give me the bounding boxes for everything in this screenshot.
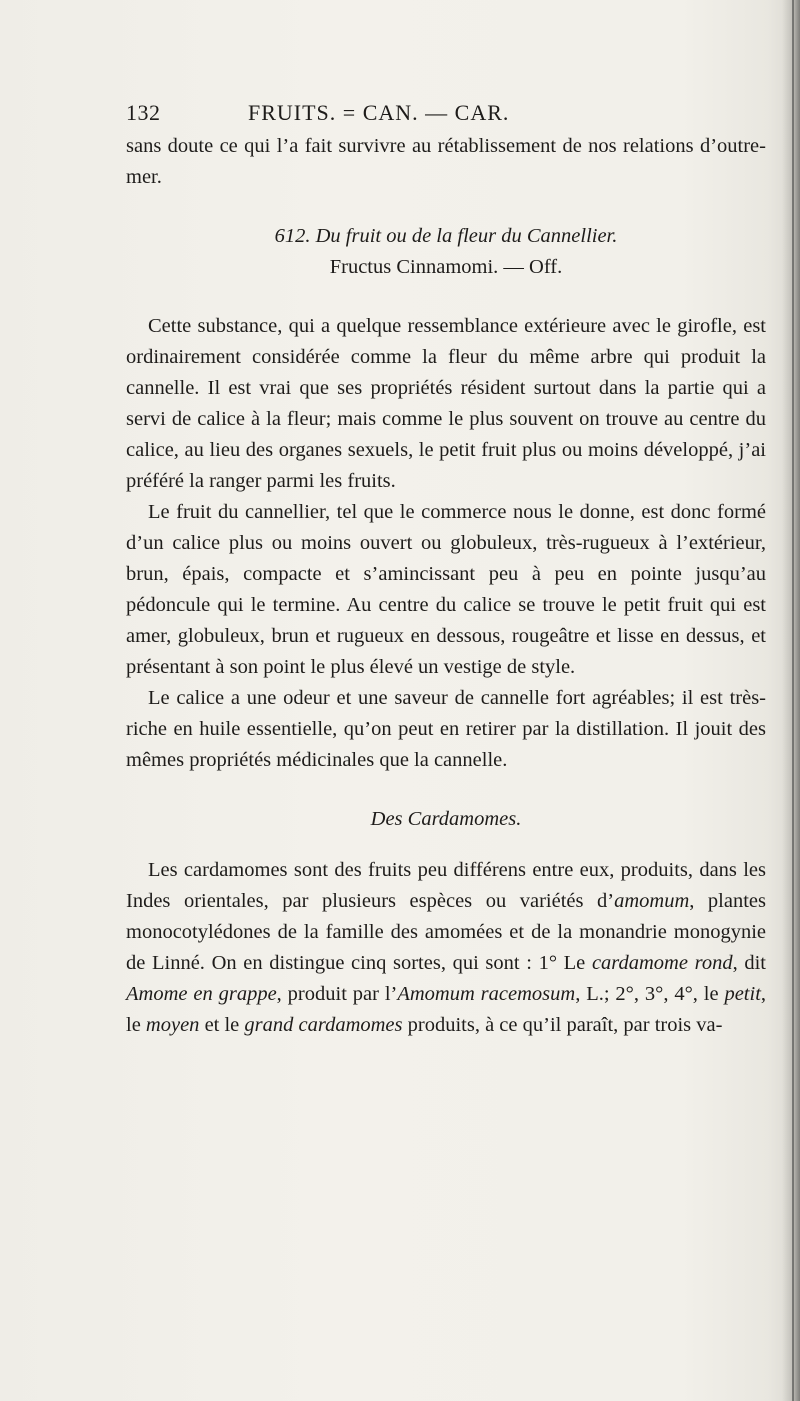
- text-run: produits, à ce qu’il paraît, par trois va-: [402, 1014, 723, 1036]
- body-paragraph: Cette substance, qui a quelque ressemblance extérieure avec le girofle, est ordinairement considérée comme la fleur du même arbre qui produit la cannelle. Il est vrai que ses propriétés résident surtout dans la partie qui a servi de calice à la fleur; mais comme le plus souvent on trouve au centre du calice, au lieu des organes sexuels, le petit fruit plus ou moins développé, j’ai préféré la ranger parmi les fruits.: [126, 315, 766, 492]
- spacer: [126, 283, 766, 311]
- running-head: FRUITS. = CAN. — CAR.: [248, 100, 510, 125]
- page-header: [126, 100, 716, 130]
- section-cardamomes-title: Des Cardamomes.: [370, 808, 522, 830]
- spacer: [126, 835, 766, 855]
- page-edge-line: [792, 0, 794, 1401]
- italic-term: moyen: [145, 1014, 200, 1036]
- italic-term: Amome en grappe: [126, 983, 277, 1005]
- text-run: Les cardamomes sont des fruits peu différens entre eux, produits, dans les Indes orientales, par plusieurs espèces ou variétés d’: [126, 859, 766, 912]
- text-run: et le: [199, 1014, 245, 1036]
- text-run: , L.; 2°, 3°, 4°, le: [575, 983, 725, 1005]
- text-run: , dit: [732, 952, 766, 974]
- body-paragraph: Le fruit du cannellier, tel que le commerce nous le donne, est donc formé d’un calice plus ou moins ouvert ou globuleux, très-rugueux à l’extérieur, brun, épais, compacte et s’amincissant peu à peu en pointe jusqu’au pédoncule qui le termine. Au centre du calice se trouve le petit fruit qui est amer, globuleux, brun et rugueux en dessous, rougeâtre et lisse en dessus, et présentant à son point le plus élevé un vestige de style.: [126, 501, 766, 678]
- section-612-title: 612. Du fruit ou de la fleur du Cannellier.: [274, 225, 618, 247]
- cardamomes-paragraph: [126, 855, 766, 1041]
- spacer: [126, 776, 766, 804]
- text-run: , produit par l’: [276, 983, 398, 1005]
- page-number: 132: [126, 100, 161, 125]
- italic-term: cardamome rond: [591, 952, 733, 974]
- spacer: [126, 193, 766, 221]
- body-paragraph: Le calice a une odeur et une saveur de cannelle fort agréables; il est très-riche en huile essentielle, qu’on peut en retirer par la distillation. Il jouit des mêmes propriétés médicinales que la cannelle.: [126, 687, 766, 771]
- italic-term: amomum: [614, 890, 690, 912]
- page-edge-shadow: [782, 0, 800, 1401]
- section-612-subtitle: Fructus Cinnamomi. — Off.: [329, 256, 563, 278]
- continuation-paragraph: sans doute ce qui l’a fait survivre au rétablissement de nos relations d’outre-mer.: [126, 135, 766, 188]
- text-run: , le: [126, 983, 767, 1036]
- text-run: , plantes monocotylédones de la famille des amomées et de la monandrie monogynie de Linné. On en distingue cinq sortes, qui sont : 1° Le: [126, 890, 766, 974]
- italic-term: grand cardamomes: [244, 1014, 403, 1036]
- italic-term: Amomum racemosum: [397, 983, 576, 1005]
- italic-term: petit: [724, 983, 761, 1005]
- page-body: [126, 131, 766, 1041]
